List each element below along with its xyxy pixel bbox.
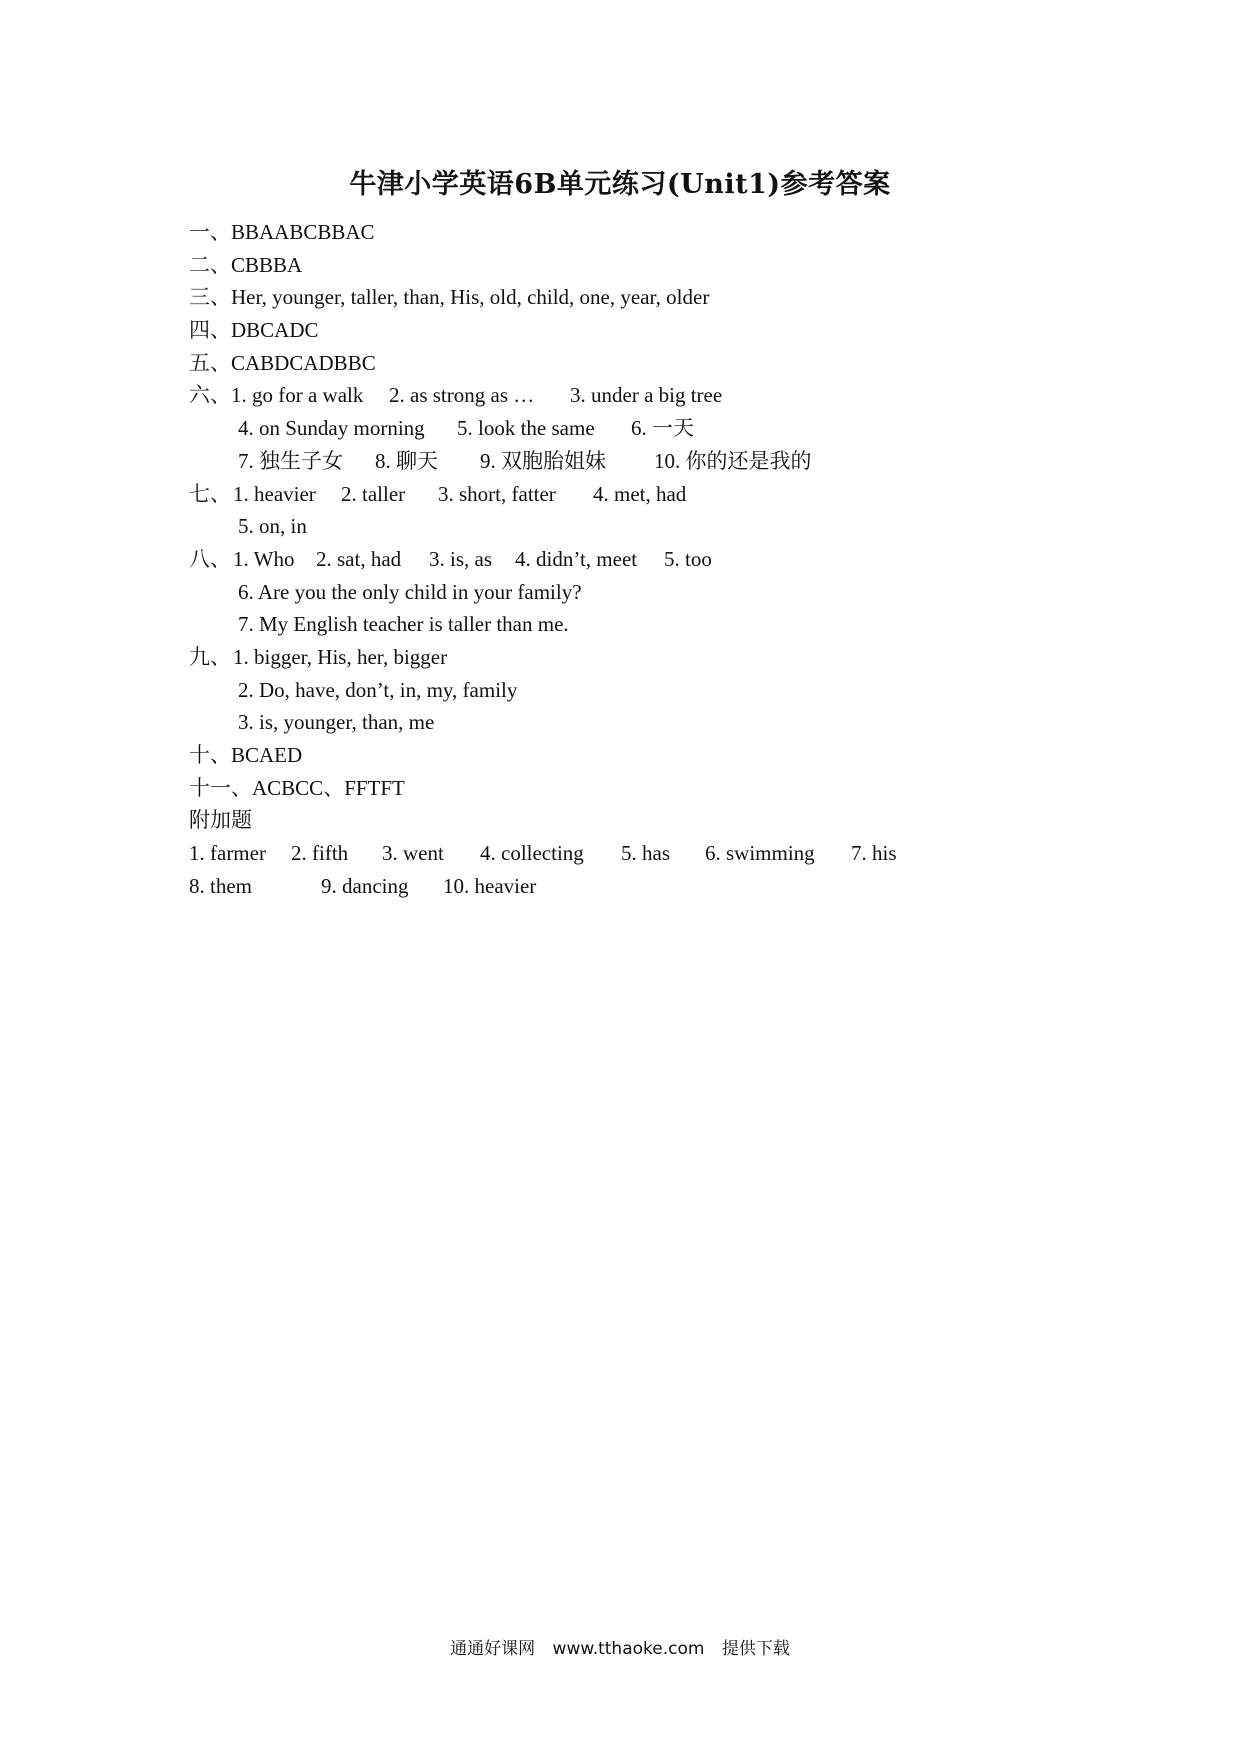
section-6-label: 六、 [189, 383, 231, 408]
footer-url: www.tthaoke.com [552, 1639, 705, 1659]
answer-item: 1. farmer [189, 841, 266, 866]
answer-item: 5. look the same [457, 416, 595, 441]
answer-item: 5. has [621, 841, 670, 866]
answer-item: 6. 一天 [631, 416, 694, 441]
answer-item: 5. too [664, 546, 712, 571]
section-7-label: 七、 [189, 481, 231, 506]
section-8-row-2: 6. Are you the only child in your family? [238, 579, 582, 604]
answer-item: 3. short, fatter [438, 481, 556, 506]
answer-item: 10. heavier [443, 873, 537, 898]
answer-item: 2. taller [341, 481, 406, 506]
answer-item: 10. 你的还是我的 [654, 448, 812, 473]
section-8-row-3: 7. My English teacher is taller than me. [238, 612, 569, 637]
answer-item: 8. 聊天 [375, 448, 438, 473]
footer-note: 提供下载 [721, 1639, 790, 1659]
answer-item: 9. 双胞胎姐妹 [480, 448, 606, 473]
answer-list [189, 216, 1149, 902]
section-10: 十、BCAED [189, 743, 303, 767]
answer-item: 4. collecting [480, 841, 584, 866]
footer-site-name: 通通好课网 [450, 1639, 536, 1659]
answer-item: 4. on Sunday morning [238, 416, 425, 441]
section-7-row-2 [189, 510, 1149, 543]
section-6-row-3 [189, 445, 1149, 478]
answer-item: 7. 独生子女 [238, 448, 343, 473]
answer-item: 2. fifth [291, 841, 349, 866]
extra-label: 附加题 [189, 808, 252, 833]
section-9-row-2: 2. Do, have, don’t, in, my, family [238, 677, 518, 702]
answer-item: 5. on, in [238, 514, 307, 539]
extra-row-1 [189, 837, 1149, 870]
section-5: 五、CABDCADBBC [189, 350, 376, 375]
extra-row-2 [189, 870, 1149, 903]
section-8-label: 八、 [189, 546, 231, 571]
section-7-row-1 [189, 478, 1149, 511]
answer-item: 4. met, had [593, 481, 687, 506]
section-6-row-2 [189, 412, 1149, 445]
section-8-row-1 [189, 543, 1149, 576]
page-title: 牛津小学英语6B单元练习(Unit1)参考答案 [349, 169, 891, 200]
section-9-row-1 [189, 641, 1149, 674]
answer-item: 8. them [189, 873, 252, 898]
answer-item: 3. went [382, 841, 444, 866]
answer-item: 2. as strong as … [389, 383, 535, 408]
answer-item: 9. dancing [321, 873, 409, 898]
section-3: 三、Her, younger, taller, than, His, old, child, one, year, older [189, 285, 710, 310]
section-6-row-1 [189, 379, 1149, 412]
answer-item: 1. go for a walk [231, 383, 364, 408]
page-footer [0, 1634, 1240, 1659]
answer-item: 1. bigger, His, her, bigger [233, 644, 448, 669]
answer-item: 1. Who [233, 546, 295, 571]
section-2: 二、CBBBA [189, 252, 303, 277]
answer-item: 7. his [851, 841, 897, 866]
section-9-label: 九、 [189, 644, 231, 669]
section-1: 一、BBAABCBBAC [189, 220, 375, 244]
section-11: 十一、ACBCC、FFTFT [189, 775, 405, 800]
answer-item: 3. under a big tree [570, 383, 723, 408]
answer-item: 2. sat, had [316, 546, 402, 571]
answer-item: 1. heavier [233, 481, 316, 506]
section-9-row-3: 3. is, younger, than, me [238, 710, 435, 735]
answer-item: 6. swimming [705, 841, 815, 866]
answer-item: 4. didn’t, meet [515, 546, 638, 571]
answer-item: 3. is, as [429, 546, 492, 571]
section-4: 四、DBCADC [189, 318, 319, 343]
